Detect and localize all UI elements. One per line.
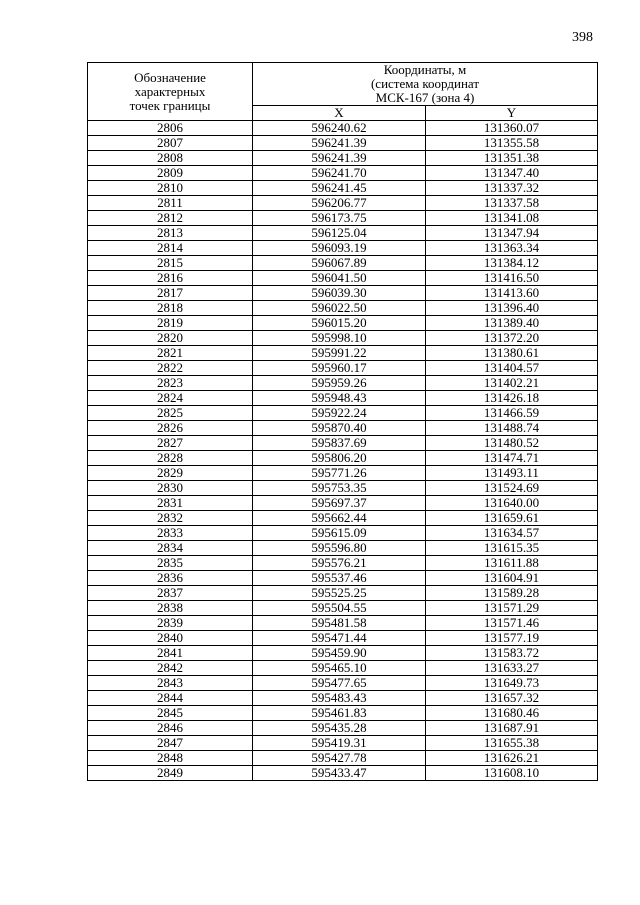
y-coordinate-cell: 131384.12 — [426, 256, 598, 271]
x-coordinate-cell: 595662.44 — [253, 511, 426, 526]
y-coordinate-cell: 131633.27 — [426, 661, 598, 676]
point-id-cell: 2833 — [88, 526, 253, 541]
x-coordinate-cell: 595419.31 — [253, 736, 426, 751]
y-coordinate-cell: 131659.61 — [426, 511, 598, 526]
table-row — [88, 301, 598, 316]
table-row — [88, 661, 598, 676]
header-label-line: точек границы — [129, 97, 211, 113]
point-id-cell: 2842 — [88, 661, 253, 676]
table-row — [88, 211, 598, 226]
point-id-cell: 2819 — [88, 316, 253, 331]
y-coordinate-cell: 131480.52 — [426, 436, 598, 451]
table-row — [88, 391, 598, 406]
x-coordinate-cell: 595435.28 — [253, 721, 426, 736]
table-row — [88, 481, 598, 496]
y-coordinate-cell: 131634.57 — [426, 526, 598, 541]
x-coordinate-cell: 596039.30 — [253, 286, 426, 301]
table-row — [88, 376, 598, 391]
y-coordinate-cell: 131347.94 — [426, 226, 598, 241]
table-row — [88, 286, 598, 301]
y-coordinate-cell: 131341.08 — [426, 211, 598, 226]
point-id-cell: 2837 — [88, 586, 253, 601]
point-id-cell: 2835 — [88, 556, 253, 571]
y-coordinate-cell: 131351.38 — [426, 151, 598, 166]
y-coordinate-cell: 131649.73 — [426, 676, 598, 691]
table-row — [88, 616, 598, 631]
x-coordinate-cell: 595459.90 — [253, 646, 426, 661]
x-coordinate-cell: 596125.04 — [253, 226, 426, 241]
y-coordinate-cell: 131571.46 — [426, 616, 598, 631]
point-id-cell: 2847 — [88, 736, 253, 751]
point-id-cell: 2812 — [88, 211, 253, 226]
header-coords-line: Координаты, м — [383, 62, 467, 77]
point-id-cell: 2822 — [88, 361, 253, 376]
x-coordinate-cell: 595596.80 — [253, 541, 426, 556]
table-header — [88, 63, 598, 121]
table-row — [88, 466, 598, 481]
point-id-cell: 2820 — [88, 331, 253, 346]
y-coordinate-cell: 131337.58 — [426, 196, 598, 211]
x-coordinate-cell: 595427.78 — [253, 751, 426, 766]
x-coordinate-cell: 595998.10 — [253, 331, 426, 346]
x-coordinate-cell: 596093.19 — [253, 241, 426, 256]
y-coordinate-cell: 131426.18 — [426, 391, 598, 406]
point-id-cell: 2849 — [88, 766, 253, 781]
point-id-cell: 2832 — [88, 511, 253, 526]
y-coordinate-cell: 131577.19 — [426, 631, 598, 646]
table-row — [88, 451, 598, 466]
x-coordinate-cell: 595753.35 — [253, 481, 426, 496]
point-id-cell: 2845 — [88, 706, 253, 721]
point-id-cell: 2821 — [88, 346, 253, 361]
table-row — [88, 751, 598, 766]
x-coordinate-cell: 595615.09 — [253, 526, 426, 541]
y-coordinate-cell: 131380.61 — [426, 346, 598, 361]
table-row — [88, 646, 598, 661]
x-coordinate-cell: 595461.83 — [253, 706, 426, 721]
table-row — [88, 406, 598, 421]
header-y: Y — [426, 106, 598, 121]
x-coordinate-cell: 596041.50 — [253, 271, 426, 286]
point-id-cell: 2814 — [88, 241, 253, 256]
point-id-cell: 2813 — [88, 226, 253, 241]
x-coordinate-cell: 595697.37 — [253, 496, 426, 511]
y-coordinate-cell: 131404.57 — [426, 361, 598, 376]
x-coordinate-cell: 595504.55 — [253, 601, 426, 616]
point-id-cell: 2844 — [88, 691, 253, 706]
point-id-cell: 2816 — [88, 271, 253, 286]
x-coordinate-cell: 596173.75 — [253, 211, 426, 226]
y-coordinate-cell: 131360.07 — [426, 121, 598, 136]
point-id-cell: 2838 — [88, 601, 253, 616]
x-coordinate-cell: 596241.70 — [253, 166, 426, 181]
table-row — [88, 361, 598, 376]
y-coordinate-cell: 131337.32 — [426, 181, 598, 196]
y-coordinate-cell: 131687.91 — [426, 721, 598, 736]
point-id-cell: 2830 — [88, 481, 253, 496]
y-coordinate-cell: 131493.11 — [426, 466, 598, 481]
y-coordinate-cell: 131524.69 — [426, 481, 598, 496]
table-row — [88, 706, 598, 721]
x-coordinate-cell: 596206.77 — [253, 196, 426, 211]
table-row — [88, 331, 598, 346]
table-row — [88, 541, 598, 556]
y-coordinate-cell: 131608.10 — [426, 766, 598, 781]
y-coordinate-cell: 131402.21 — [426, 376, 598, 391]
point-id-cell: 2817 — [88, 286, 253, 301]
y-coordinate-cell: 131611.88 — [426, 556, 598, 571]
header-x: X — [253, 106, 426, 121]
y-coordinate-cell: 131466.59 — [426, 406, 598, 421]
point-id-cell: 2828 — [88, 451, 253, 466]
table-row — [88, 166, 598, 181]
page-number: 398 — [572, 30, 593, 45]
x-coordinate-cell: 596015.20 — [253, 316, 426, 331]
point-id-cell: 2823 — [88, 376, 253, 391]
point-id-cell: 2829 — [88, 466, 253, 481]
header-label-line: Обозначение — [134, 69, 206, 85]
point-id-cell: 2848 — [88, 751, 253, 766]
header-coords-line: МСК-167 (зона 4) — [375, 90, 475, 105]
table-row — [88, 766, 598, 781]
table-row — [88, 436, 598, 451]
point-id-cell: 2839 — [88, 616, 253, 631]
x-coordinate-cell: 595959.26 — [253, 376, 426, 391]
header-coords-line: (система координат — [370, 76, 480, 91]
table-row — [88, 691, 598, 706]
point-id-cell: 2846 — [88, 721, 253, 736]
x-coordinate-cell: 595481.58 — [253, 616, 426, 631]
point-id-cell: 2840 — [88, 631, 253, 646]
coordinates-table — [87, 62, 598, 781]
point-id-cell: 2809 — [88, 166, 253, 181]
x-coordinate-cell: 595837.69 — [253, 436, 426, 451]
table-row — [88, 736, 598, 751]
y-coordinate-cell: 131396.40 — [426, 301, 598, 316]
x-coordinate-cell: 596241.45 — [253, 181, 426, 196]
y-coordinate-cell: 131363.34 — [426, 241, 598, 256]
y-coordinate-cell: 131571.29 — [426, 601, 598, 616]
y-coordinate-cell: 131589.28 — [426, 586, 598, 601]
header-label-line: характерных — [134, 83, 206, 99]
point-id-cell: 2824 — [88, 391, 253, 406]
y-coordinate-cell: 131640.00 — [426, 496, 598, 511]
table-row — [88, 136, 598, 151]
x-coordinate-cell: 595960.17 — [253, 361, 426, 376]
point-id-cell: 2811 — [88, 196, 253, 211]
point-id-cell: 2806 — [88, 121, 253, 136]
table-row — [88, 556, 598, 571]
x-coordinate-cell: 595477.65 — [253, 676, 426, 691]
point-id-cell: 2825 — [88, 406, 253, 421]
x-coordinate-cell: 596022.50 — [253, 301, 426, 316]
point-id-cell: 2843 — [88, 676, 253, 691]
table-row — [88, 511, 598, 526]
point-id-cell: 2841 — [88, 646, 253, 661]
point-id-cell: 2826 — [88, 421, 253, 436]
table-row — [88, 271, 598, 286]
header-coordinates — [253, 63, 598, 106]
table-body — [88, 121, 598, 781]
table-row — [88, 571, 598, 586]
x-coordinate-cell: 595991.22 — [253, 346, 426, 361]
table-row — [88, 421, 598, 436]
x-coordinate-cell: 595771.26 — [253, 466, 426, 481]
x-coordinate-cell: 595922.24 — [253, 406, 426, 421]
y-coordinate-cell: 131657.32 — [426, 691, 598, 706]
y-coordinate-cell: 131680.46 — [426, 706, 598, 721]
table-row — [88, 346, 598, 361]
point-id-cell: 2818 — [88, 301, 253, 316]
x-coordinate-cell: 595948.43 — [253, 391, 426, 406]
table-row — [88, 196, 598, 211]
y-coordinate-cell: 131615.35 — [426, 541, 598, 556]
table-row — [88, 526, 598, 541]
x-coordinate-cell: 596240.62 — [253, 121, 426, 136]
point-id-cell: 2808 — [88, 151, 253, 166]
point-id-cell: 2836 — [88, 571, 253, 586]
y-coordinate-cell: 131626.21 — [426, 751, 598, 766]
x-coordinate-cell: 596241.39 — [253, 151, 426, 166]
table-row — [88, 181, 598, 196]
table-row — [88, 121, 598, 136]
x-coordinate-cell: 596067.89 — [253, 256, 426, 271]
table-row — [88, 601, 598, 616]
table-row — [88, 226, 598, 241]
header-point-designation — [88, 63, 253, 121]
y-coordinate-cell: 131488.74 — [426, 421, 598, 436]
x-coordinate-cell: 595806.20 — [253, 451, 426, 466]
x-coordinate-cell: 595483.43 — [253, 691, 426, 706]
point-id-cell: 2831 — [88, 496, 253, 511]
table-row — [88, 316, 598, 331]
table-row — [88, 676, 598, 691]
point-id-cell: 2815 — [88, 256, 253, 271]
x-coordinate-cell: 595433.47 — [253, 766, 426, 781]
y-coordinate-cell: 131655.38 — [426, 736, 598, 751]
x-coordinate-cell: 595525.25 — [253, 586, 426, 601]
table-row — [88, 721, 598, 736]
table-row — [88, 586, 598, 601]
table-row — [88, 631, 598, 646]
y-coordinate-cell: 131355.58 — [426, 136, 598, 151]
table-row — [88, 496, 598, 511]
y-coordinate-cell: 131604.91 — [426, 571, 598, 586]
y-coordinate-cell: 131474.71 — [426, 451, 598, 466]
x-coordinate-cell: 595537.46 — [253, 571, 426, 586]
point-id-cell: 2827 — [88, 436, 253, 451]
x-coordinate-cell: 595471.44 — [253, 631, 426, 646]
y-coordinate-cell: 131389.40 — [426, 316, 598, 331]
y-coordinate-cell: 131416.50 — [426, 271, 598, 286]
table-row — [88, 256, 598, 271]
point-id-cell: 2834 — [88, 541, 253, 556]
x-coordinate-cell: 595576.21 — [253, 556, 426, 571]
y-coordinate-cell: 131583.72 — [426, 646, 598, 661]
point-id-cell: 2807 — [88, 136, 253, 151]
y-coordinate-cell: 131372.20 — [426, 331, 598, 346]
table-row — [88, 241, 598, 256]
point-id-cell: 2810 — [88, 181, 253, 196]
x-coordinate-cell: 596241.39 — [253, 136, 426, 151]
x-coordinate-cell: 595465.10 — [253, 661, 426, 676]
y-coordinate-cell: 131347.40 — [426, 166, 598, 181]
y-coordinate-cell: 131413.60 — [426, 286, 598, 301]
x-coordinate-cell: 595870.40 — [253, 421, 426, 436]
table-row — [88, 151, 598, 166]
